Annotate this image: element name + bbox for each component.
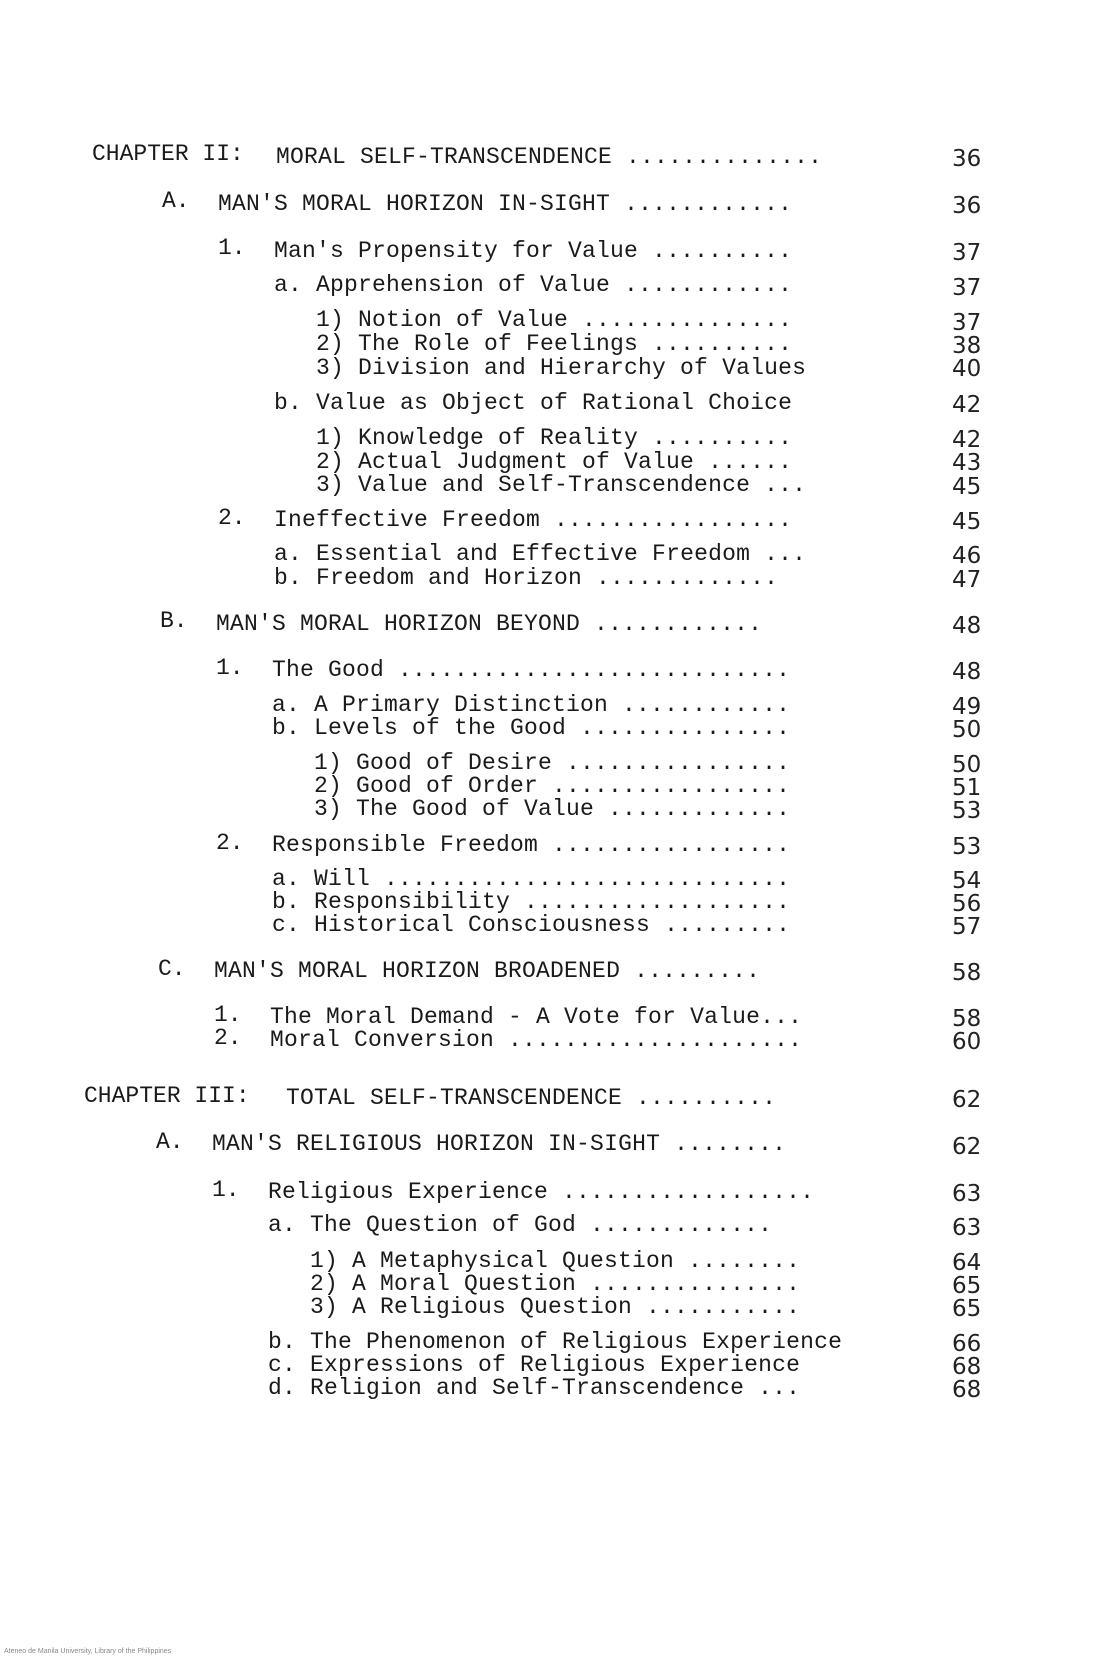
subsection-marker: 1. [218, 235, 246, 261]
toc-entry: b. The Phenomenon of Religious Experience [268, 1329, 843, 1355]
page-number: 36 [952, 146, 982, 172]
toc-entry: 3) The Good of Value ............. [314, 796, 791, 822]
page-number: 37 [952, 275, 982, 301]
page-number: 48 [952, 613, 982, 639]
toc-entry: Responsible Freedom ................. [272, 832, 791, 858]
toc-entry: 1) Knowledge of Reality .......... [316, 425, 793, 451]
toc-entry: Religious Experience .................. [268, 1179, 815, 1205]
page-number: 51 [952, 775, 982, 801]
page-number: 57 [952, 914, 982, 940]
toc-entry: a. A Primary Distinction ............ [272, 692, 791, 718]
toc-entry: 2) A Moral Question ............... [310, 1271, 801, 1297]
page-number: 63 [952, 1215, 982, 1241]
toc-entry: MORAL SELF-TRANSCENDENCE .............. [276, 144, 823, 170]
toc-entry: 1) A Metaphysical Question ........ [310, 1248, 801, 1274]
toc-entry: Moral Conversion ..................... [270, 1027, 803, 1053]
toc-entry: 1) Good of Desire ................ [314, 750, 791, 776]
toc-entry: a. The Question of God ............. [268, 1212, 773, 1238]
chapter-2-label: CHAPTER II: [92, 141, 244, 167]
page-number: 53 [952, 834, 982, 860]
toc-entry: a. Will ............................. [272, 866, 791, 892]
toc-entry: 2) Good of Order ................. [314, 773, 791, 799]
page-number: 49 [952, 694, 982, 720]
toc-entry: The Moral Demand - A Vote for Value... [270, 1004, 803, 1030]
page-number: 53 [952, 798, 982, 824]
page-number: 68 [952, 1354, 982, 1380]
page-number: 58 [952, 1006, 982, 1032]
section-marker: A. [156, 1129, 184, 1155]
page-number: 62 [952, 1087, 982, 1113]
page-number: 46 [952, 543, 982, 569]
toc-entry: c. Historical Consciousness ......... [272, 912, 791, 938]
page-number: 50 [952, 717, 982, 743]
subsection-marker: 2. [218, 505, 246, 531]
toc-entry: TOTAL SELF-TRANSCENDENCE .......... [286, 1085, 777, 1111]
subsection-marker: 2. [214, 1025, 242, 1051]
toc-entry: 1) Notion of Value ............... [316, 307, 793, 333]
page-number: 64 [952, 1250, 982, 1276]
toc-entry: 3) Division and Hierarchy of Values [316, 355, 807, 381]
page-number: 36 [952, 193, 982, 219]
page-number: 43 [952, 450, 982, 476]
toc-entry: b. Freedom and Horizon ............. [274, 565, 779, 591]
toc-entry: Man's Propensity for Value .......... [274, 238, 793, 264]
page-number: 66 [952, 1331, 982, 1357]
subsection-marker: 1. [216, 655, 244, 681]
page-number: 63 [952, 1181, 982, 1207]
toc-entry: MAN'S RELIGIOUS HORIZON IN-SIGHT ........ [212, 1131, 787, 1157]
toc-entry: b. Levels of the Good ............... [272, 715, 791, 741]
page-number: 60 [952, 1029, 982, 1055]
subsection-marker: 1. [214, 1002, 242, 1028]
page-number: 42 [952, 392, 982, 418]
toc-entry: 3) Value and Self-Transcendence ... [316, 472, 807, 498]
page-number: 47 [952, 567, 982, 593]
page-number: 37 [952, 240, 982, 266]
page-number: 48 [952, 659, 982, 685]
page-number: 62 [952, 1134, 982, 1160]
toc-entry: a. Essential and Effective Freedom ... [274, 541, 807, 567]
page-number: 58 [952, 960, 982, 986]
toc-entry: b. Value as Object of Rational Choice [274, 390, 793, 416]
page-number: 40 [952, 356, 982, 382]
toc-entry: The Good ............................ [272, 657, 791, 683]
page-number: 65 [952, 1273, 982, 1299]
page-number: 68 [952, 1377, 982, 1403]
toc-entry: MAN'S MORAL HORIZON IN-SIGHT ............ [218, 191, 793, 217]
toc-entry: MAN'S MORAL HORIZON BEYOND ............ [216, 611, 763, 637]
section-marker: C. [158, 956, 186, 982]
toc-entry: 2) Actual Judgment of Value ...... [316, 449, 793, 475]
toc-entry: c. Expressions of Religious Experience [268, 1352, 801, 1378]
section-marker: A. [162, 188, 190, 214]
page-number: 65 [952, 1296, 982, 1322]
subsection-marker: 2. [216, 830, 244, 856]
toc-entry: d. Religion and Self-Transcendence ... [268, 1375, 801, 1401]
subsection-marker: 1. [212, 1177, 240, 1203]
toc-entry: 3) A Religious Question ........... [310, 1294, 801, 1320]
page-number: 45 [952, 509, 982, 535]
toc-entry: Ineffective Freedom ................. [274, 507, 793, 533]
page-number: 42 [952, 427, 982, 453]
page-number: 56 [952, 891, 982, 917]
toc-entry: 2) The Role of Feelings .......... [316, 331, 793, 357]
page-number: 45 [952, 474, 982, 500]
toc-entry: b. Responsibility ................... [272, 889, 791, 915]
chapter-3-label: CHAPTER III: [84, 1083, 250, 1109]
toc-entry: a. Apprehension of Value ............ [274, 272, 793, 298]
section-marker: B. [160, 608, 188, 634]
page-number: 50 [952, 752, 982, 778]
page-number: 37 [952, 310, 982, 336]
page-number: 38 [952, 333, 982, 359]
toc-entry: MAN'S MORAL HORIZON BROADENED ......... [214, 958, 761, 984]
page-number: 54 [952, 868, 982, 894]
scan-footer: Ateneo de Manila University, Library of the Philippines [4, 1648, 172, 1655]
